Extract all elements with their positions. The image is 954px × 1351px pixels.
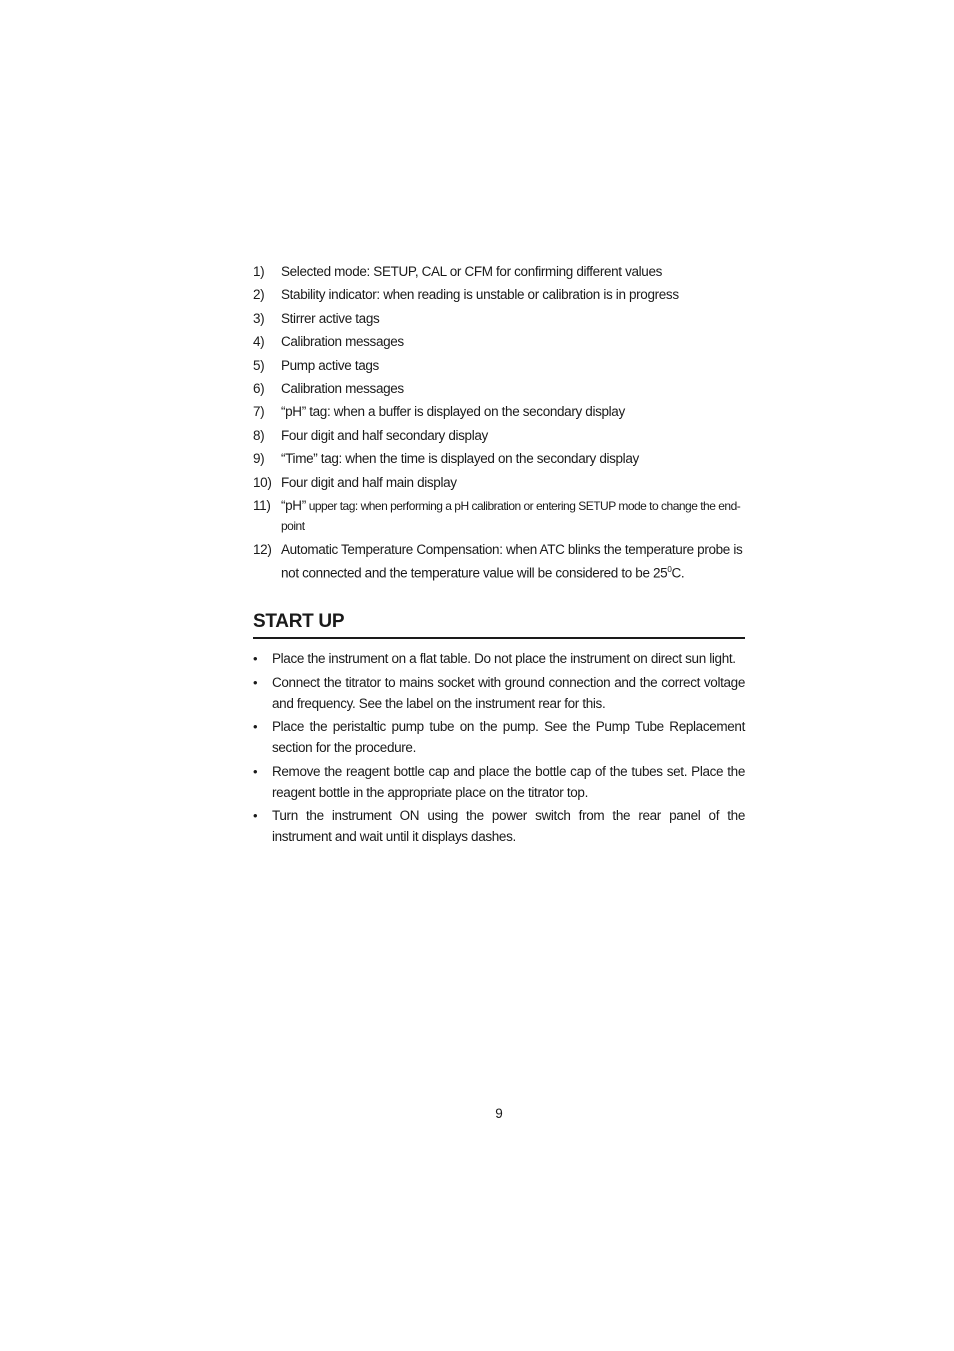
list-item [253, 356, 745, 377]
list-item [253, 496, 745, 537]
bullet-item [253, 805, 745, 847]
list-item [253, 285, 745, 306]
bullet-text: Place the instrument on a flat table. Do not place the instrument on direct sun light. [272, 651, 736, 667]
bullet-text: Turn the instrument ON using the power switch from the rear panel of the instrument and wait until it displays dashes. [272, 808, 745, 845]
list-item [253, 473, 745, 494]
list-item-number: 7) [253, 404, 265, 420]
list-item-text-prefix: “pH” [281, 497, 306, 513]
list-item [253, 402, 745, 423]
bullet-icon: • [253, 719, 258, 735]
list-item-number: 10) [253, 474, 272, 490]
list-item-text-small: upper tag: when performing a pH calibration or entering SETUP mode to change the end-point [281, 498, 741, 534]
start-up-bullet-list [253, 648, 745, 847]
section-title-start-up: START UP [253, 610, 745, 639]
list-item [253, 426, 745, 447]
list-item-number: 12) [253, 541, 272, 557]
list-item-number: 9) [253, 451, 265, 467]
list-item-number: 5) [253, 357, 265, 373]
list-item-text: Stability indicator: when reading is unstable or calibration is in progress [281, 287, 679, 303]
list-item-number: 8) [253, 427, 265, 443]
list-item-text: Four digit and half secondary display [281, 427, 488, 443]
list-item-text [281, 540, 745, 585]
list-item-text-suffix: C. [671, 565, 685, 581]
list-item-text: Pump active tags [281, 357, 379, 373]
list-item-text: Calibration messages [281, 334, 404, 350]
list-item-text [281, 496, 745, 537]
list-item-number: 6) [253, 380, 265, 396]
list-item-text: Four digit and half main display [281, 474, 457, 490]
list-item-text: Stirrer active tags [281, 310, 380, 326]
list-item-number: 11) [253, 497, 271, 513]
list-item-text: Selected mode: SETUP, CAL or CFM for confirming different values [281, 264, 663, 279]
bullet-text: Remove the reagent bottle cap and place the bottle cap of the tubes set. Place the reagent bottle in the appropriate place on the titrator top. [272, 763, 745, 800]
page-number: 9 [495, 1106, 503, 1121]
bullet-item [253, 716, 745, 758]
display-legend-list [253, 262, 745, 584]
list-item [253, 449, 745, 470]
bullet-icon: • [253, 674, 258, 690]
bullet-item [253, 672, 745, 714]
list-item-number: 3) [253, 310, 265, 326]
list-item [253, 332, 745, 353]
list-item [253, 262, 745, 283]
list-item [253, 379, 745, 400]
list-item-text: “pH” tag: when a buffer is displayed on the secondary display [281, 404, 625, 420]
list-item-text: Calibration messages [281, 380, 404, 396]
bullet-item [253, 648, 745, 669]
list-item-text: “Time” tag: when the time is displayed on the secondary display [281, 451, 639, 467]
list-item-number: 4) [253, 334, 265, 350]
bullet-text: Place the peristaltic pump tube on the pump. See the Pump Tube Replacement section for the procedure. [272, 719, 745, 756]
degree-superscript: 0 [667, 565, 672, 575]
bullet-item [253, 761, 745, 803]
bullet-text: Connect the titrator to mains socket with ground connection and the correct voltage and frequency. See the label on the instrument rear for this. [272, 674, 745, 711]
page-content [253, 262, 745, 850]
bullet-icon: • [253, 651, 258, 667]
list-item-number: 1) [253, 264, 265, 279]
list-item [253, 540, 745, 585]
bullet-icon: • [253, 808, 258, 824]
bullet-icon: • [253, 763, 258, 779]
list-item-number: 2) [253, 287, 265, 303]
list-item [253, 309, 745, 330]
list-item-text-main: Automatic Temperature Compensation: when ATC blinks the temperature probe is not connected and the temperature value will be considered to be 25 [281, 541, 743, 581]
